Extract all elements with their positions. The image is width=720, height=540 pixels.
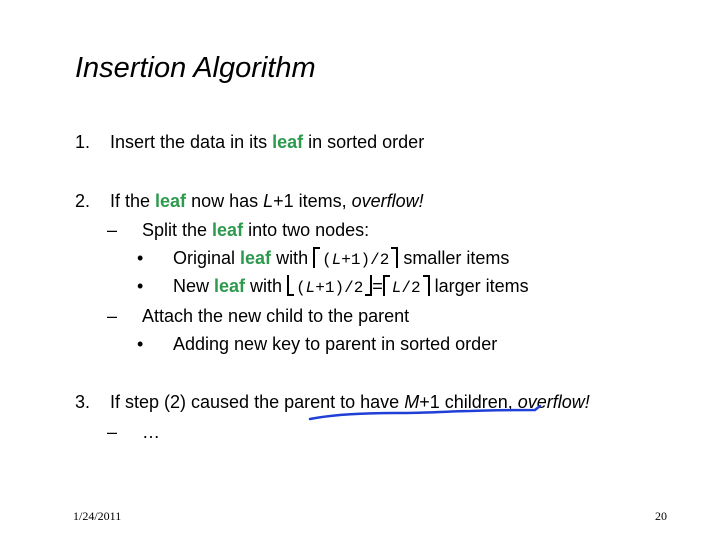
step3-text-a: If step (2) caused the parent to have: [110, 392, 405, 412]
step2-sub1-marker: –: [107, 220, 118, 240]
b1-text-a: Original: [173, 248, 241, 268]
step3-var: M: [404, 392, 420, 412]
step3-sub1-marker: –: [107, 422, 118, 442]
footer-date: 1/24/2011: [73, 509, 122, 523]
pen-stroke: [310, 406, 540, 419]
sub1-text-b: into two nodes:: [243, 220, 370, 240]
sub1-leaf: leaf: [212, 220, 244, 240]
b1-text-c: smaller items: [398, 248, 510, 268]
b2-text-c: larger items: [429, 276, 529, 296]
sub2-b1-bullet: •: [137, 334, 144, 354]
b2-expr-rest: +1)/2: [315, 279, 364, 297]
step1-text-a: Insert the data in its: [110, 132, 273, 152]
b1-paren: (: [322, 251, 332, 269]
b1-leaf: leaf: [240, 248, 272, 268]
step3-number: 3.: [75, 392, 91, 412]
sub1-text-a: Split the: [142, 220, 213, 240]
b1-expr-rest: +1)/2: [341, 251, 390, 269]
b2-paren: (: [296, 279, 306, 297]
b2-leaf: leaf: [214, 276, 246, 296]
b2-var: L: [305, 279, 316, 297]
step2-var: L: [263, 191, 274, 211]
step2-leaf: leaf: [155, 191, 187, 211]
sub2-b1-text: Adding new key to parent in sorted order: [173, 334, 498, 354]
slide-title: Insertion Algorithm: [75, 52, 316, 84]
step1-number: 1.: [75, 132, 91, 152]
step1-leaf: leaf: [272, 132, 304, 152]
step2-number: 2.: [75, 191, 91, 211]
b1-var: L: [331, 251, 342, 269]
b1-bullet: •: [137, 248, 144, 268]
footer-page-number: 20: [655, 509, 667, 523]
step3-overflow: overflow!: [517, 392, 590, 412]
b2-text-b: with: [245, 276, 288, 296]
b1-text-b: with: [271, 248, 314, 268]
step2-overflow: overflow!: [351, 191, 424, 211]
b2-expr2-rest: /2: [401, 279, 421, 297]
step2-text-c: +1 items,: [273, 191, 352, 211]
step2-text-a: If the: [110, 191, 156, 211]
step3-sub1-text: …: [142, 422, 160, 442]
b2-eq: =: [372, 276, 383, 296]
step2-sub2-marker: –: [107, 306, 118, 326]
step2-text-b: now has: [186, 191, 264, 211]
b2-text-a: New: [173, 276, 215, 296]
step3-text-b: +1 children,: [419, 392, 518, 412]
b2-bullet: •: [137, 276, 144, 296]
step1-text-b: in sorted order: [303, 132, 425, 152]
b2-var2: L: [391, 279, 402, 297]
step2-sub2-text: Attach the new child to the parent: [142, 306, 410, 326]
